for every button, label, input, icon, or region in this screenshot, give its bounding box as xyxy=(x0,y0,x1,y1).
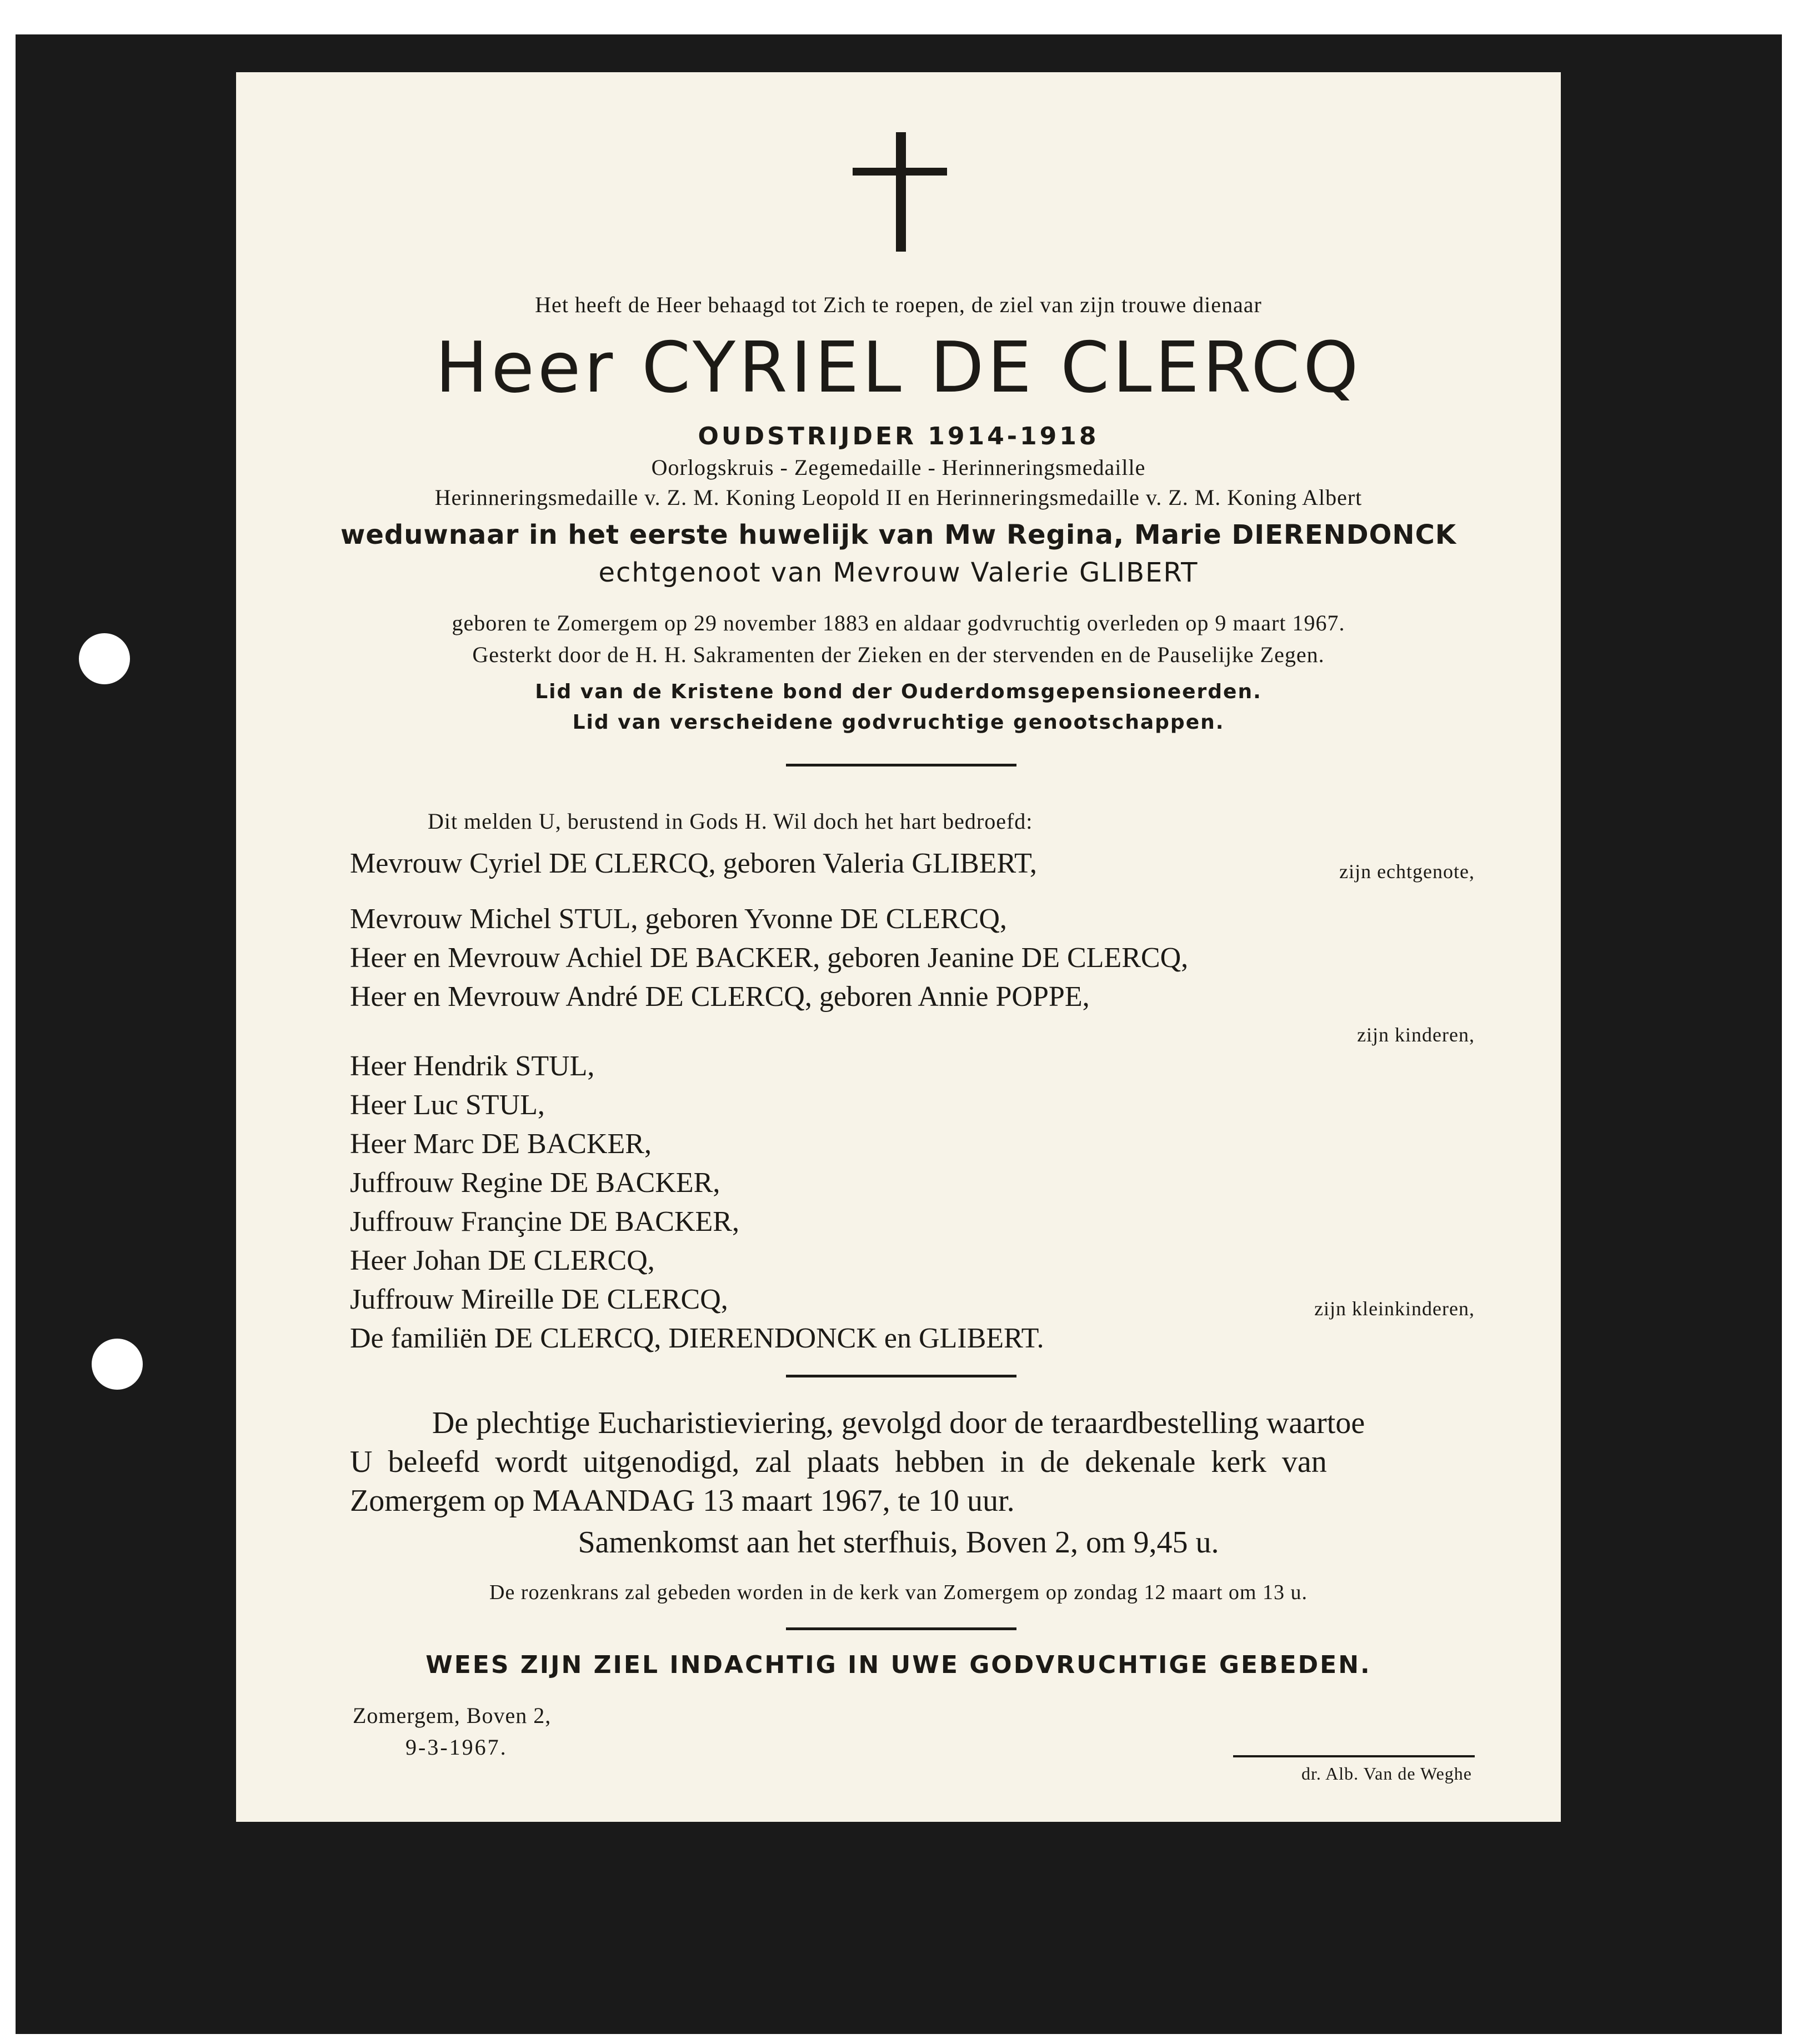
divider-1 xyxy=(786,764,1016,766)
wife-role: zijn echtgenote, xyxy=(1339,860,1475,883)
service-line-1: De plechtige Eucharistieviering, gevolgd door de teraardbestelling waartoe xyxy=(432,1406,1365,1440)
punch-hole-bottom xyxy=(92,1339,143,1390)
medals-line-1: Oorlogskruis - Zegemedaille - Herinneringsmedaille xyxy=(651,455,1146,480)
place-line: Zomergem, Boven 2, xyxy=(353,1703,552,1728)
child-line-1: Mevrouw Michel STUL, geboren Yvonne DE CLERCQ, xyxy=(350,903,1007,935)
grandchild-line-2: Heer Luc STUL, xyxy=(350,1089,545,1121)
divider-3 xyxy=(786,1627,1016,1630)
families-line: De familiën DE CLERCQ, DIERENDONCK en GLIBERT. xyxy=(350,1322,1044,1354)
grandchild-line-1: Heer Hendrik STUL, xyxy=(350,1050,595,1082)
prayer-line: WEES ZIJN ZIEL INDACHTIG IN UWE GODVRUCHTIGE GEBEDEN. xyxy=(425,1651,1371,1679)
membership-line-1: Lid van de Kristene bond der Ouderdomsgepensioneerden. xyxy=(535,680,1262,703)
born-died-line: geboren te Zomergem op 29 november 1883 en aldaar godvruchtig overleden op 9 maart 1967. xyxy=(452,610,1345,635)
child-line-3: Heer en Mevrouw André DE CLERCQ, geboren Annie POPPE, xyxy=(350,981,1090,1013)
children-role: zijn kinderen, xyxy=(1357,1024,1475,1046)
grandchild-line-6: Heer Johan DE CLERCQ, xyxy=(350,1245,655,1276)
service-line-3: Zomergem op MAANDAG 13 maart 1967, te 10 uur. xyxy=(350,1484,1015,1518)
service-line-2: U beleefd wordt uitgenodigd, zal plaats hebben in de dekenale kerk van xyxy=(350,1445,1327,1479)
memorial-card xyxy=(236,72,1561,1822)
veteran-title: OUDSTRIJDER 1914-1918 xyxy=(698,422,1099,450)
printer-credit: dr. Alb. Van de Weghe xyxy=(1301,1764,1472,1784)
child-line-2: Heer en Mevrouw Achiel DE BACKER, geboren Jeanine DE CLERCQ, xyxy=(350,942,1189,974)
punch-hole-top xyxy=(79,633,130,684)
gathering-line: Samenkomst aan het sterfhuis, Boven 2, om 9,45 u. xyxy=(578,1525,1219,1560)
membership-line-2: Lid van verscheidene godvruchtige genootschappen. xyxy=(572,711,1225,734)
grandchildren-role: zijn kleinkinderen, xyxy=(1314,1297,1475,1320)
sacraments-line: Gesterkt door de H. H. Sakramenten der Zieken en der stervenden en de Pauselijke Zegen. xyxy=(472,642,1325,667)
grandchild-line-3: Heer Marc DE BACKER, xyxy=(350,1128,652,1160)
spouse-line: echtgenoot van Mevrouw Valerie GLIBERT xyxy=(598,557,1199,588)
mourners-intro: Dit melden U, berustend in Gods H. Wil doch het hart bedroefd: xyxy=(428,809,1033,834)
date-line: 9-3-1967. xyxy=(405,1735,508,1760)
wife-line: Mevrouw Cyriel DE CLERCQ, geboren Valeria GLIBERT, xyxy=(350,848,1037,879)
intro-text: Het heeft de Heer behaagd tot Zich te roepen, de ziel van zijn trouwe dienaar xyxy=(535,292,1262,317)
medals-line-2: Herinneringsmedaille v. Z. M. Koning Leopold II en Herinneringsmedaille v. Z. M. Koning Albert xyxy=(434,485,1363,510)
grandchild-line-5: Juffrouw Françine DE BACKER, xyxy=(350,1206,739,1238)
divider-2 xyxy=(786,1375,1016,1377)
widower-line: weduwnaar in het eerste huwelijk van Mw Regina, Marie DIERENDONCK xyxy=(340,519,1457,550)
rosary-line: De rozenkrans zal gebeden worden in de kerk van Zomergem op zondag 12 maart om 13 u. xyxy=(489,1581,1308,1604)
grandchild-line-7: Juffrouw Mireille DE CLERCQ, xyxy=(350,1284,728,1315)
grandchild-line-4: Juffrouw Regine DE BACKER, xyxy=(350,1167,720,1199)
deceased-name: Heer CYRIEL DE CLERCQ xyxy=(435,327,1362,408)
printer-rule xyxy=(1233,1755,1475,1757)
